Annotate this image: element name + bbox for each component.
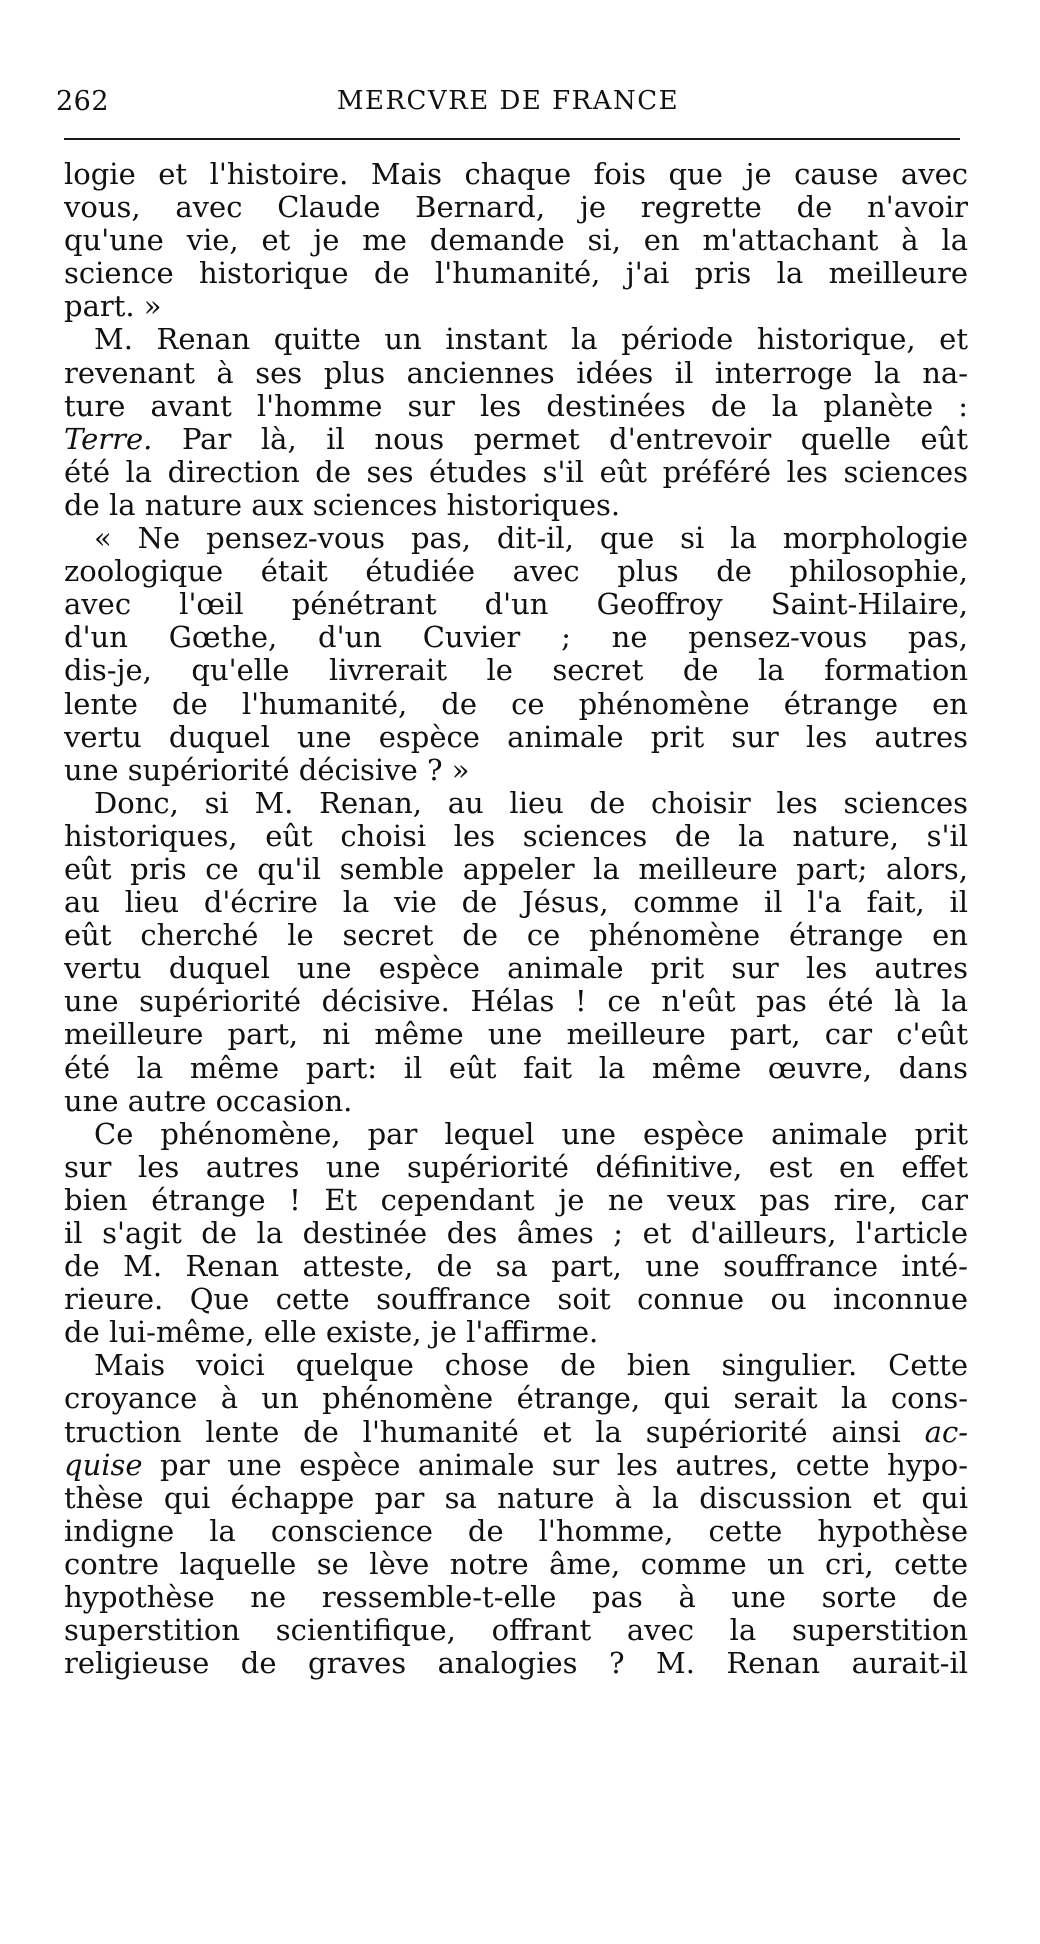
text-line: d'un Gœthe, d'un Cuvier ; ne pensez-vous pas, xyxy=(64,621,968,655)
text-line: Donc, si M. Renan, au lieu de choisir les sciences xyxy=(94,786,968,820)
running-title: MERCVRE DE FRANCE xyxy=(336,86,680,116)
text-line: bien étrange ! Et cependant je ne veux pas rire, car xyxy=(64,1183,968,1217)
text-line: revenant à ses plus anciennes idées il interroge la na- xyxy=(64,356,968,390)
body-text xyxy=(64,158,968,1680)
text-line: au lieu d'écrire la vie de Jésus, comme il l'a fait, il xyxy=(64,886,968,920)
text-line: eût cherché le secret de ce phénomène étrange en xyxy=(64,919,968,953)
text-line: vous, avec Claude Bernard, je regrette de n'avoir xyxy=(64,191,968,225)
text-line: Terre. Par là, il nous permet d'entrevoir quelle eût xyxy=(64,422,968,456)
text-line: « Ne pensez-vous pas, dit-il, que si la morphologie xyxy=(94,522,968,556)
text-line: science historique de l'humanité, j'ai pris la meilleure xyxy=(64,257,968,291)
text-line: indigne la conscience de l'homme, cette hypothèse xyxy=(64,1514,968,1548)
text-line: truction lente de l'humanité et la supériorité ainsi ac- xyxy=(64,1415,968,1449)
page-header xyxy=(56,86,960,122)
text-line: croyance à un phénomène étrange, qui serait la cons- xyxy=(64,1382,968,1416)
text-line: religieuse de graves analogies ? M. Renan aurait-il xyxy=(64,1647,968,1681)
text-line: il s'agit de la destinée des âmes ; et d'ailleurs, l'article xyxy=(64,1217,968,1250)
header-rule xyxy=(64,138,960,140)
text-line: ture avant l'homme sur les destinées de la planète : xyxy=(64,389,968,423)
text-line: vertu duquel une espèce animale prit sur les autres xyxy=(64,952,968,986)
text-line: rieure. Que cette souffrance soit connue ou inconnue xyxy=(64,1283,968,1317)
page-number: 262 xyxy=(56,86,110,117)
text-line: superstition scientifique, offrant avec la superstition xyxy=(64,1614,968,1648)
text-line: hypothèse ne ressemble-t-elle pas à une sorte de xyxy=(64,1581,968,1615)
text-line: M. Renan quitte un instant la période historique, et xyxy=(94,323,968,357)
text-line: avec l'œil pénétrant d'un Geoffroy Saint-Hilaire, xyxy=(64,588,968,622)
text-line: lente de l'humanité, de ce phénomène étrange en xyxy=(64,687,968,721)
text-line: de la nature aux sciences historiques. xyxy=(64,488,621,522)
text-line: contre laquelle se lève notre âme, comme un cri, cette xyxy=(64,1547,968,1581)
text-line: vertu duquel une espèce animale prit sur les autres xyxy=(64,720,968,754)
text-line: été la même part: il eût fait la même œuvre, dans xyxy=(64,1051,968,1085)
text-line: eût pris ce qu'il semble appeler la meilleure part; alors, xyxy=(64,852,968,886)
text-line: quise par une espèce animale sur les autres, cette hypo- xyxy=(64,1448,968,1482)
text-line: Ce phénomène, par lequel une espèce animale prit xyxy=(94,1117,968,1151)
text-line: thèse qui échappe par sa nature à la discussion et qui xyxy=(64,1481,968,1515)
text-line: une autre occasion. xyxy=(64,1084,353,1118)
text-line: logie et l'histoire. Mais chaque fois que je cause avec xyxy=(64,158,968,191)
text-line: Mais voici quelque chose de bien singulier. Cette xyxy=(94,1349,968,1383)
text-line: été la direction de ses études s'il eût préféré les sciences xyxy=(64,455,968,489)
text-line: meilleure part, ni même une meilleure part, car c'eût xyxy=(64,1018,968,1052)
text-line: sur les autres une supériorité définitive, est en effet xyxy=(64,1150,968,1184)
text-line: part. » xyxy=(64,290,162,324)
text-line: qu'une vie, et je me demande si, en m'attachant à la xyxy=(64,224,968,258)
text-line: de M. Renan atteste, de sa part, une souffrance inté- xyxy=(64,1250,968,1284)
text-line: zoologique était étudiée avec plus de philosophie, xyxy=(64,555,968,589)
text-line: dis-je, qu'elle livrerait le secret de la formation xyxy=(64,654,968,688)
text-line: historiques, eût choisi les sciences de la nature, s'il xyxy=(64,819,968,853)
text-line: une supériorité décisive. Hélas ! ce n'eût pas été là la xyxy=(64,985,968,1019)
text-line: de lui-même, elle existe, je l'affirme. xyxy=(64,1316,599,1350)
text-line: une supériorité décisive ? » xyxy=(64,753,470,787)
